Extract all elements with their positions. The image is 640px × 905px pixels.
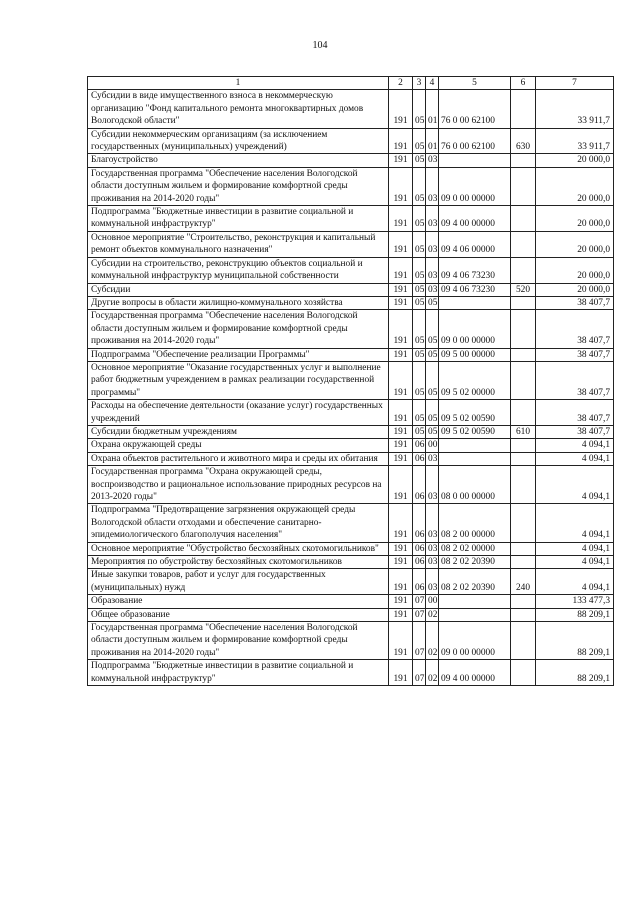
- section-code-cell: 06: [413, 556, 426, 569]
- table-row: [88, 439, 614, 452]
- item-name-cell: Общее образование: [88, 608, 389, 621]
- table-row: [88, 452, 614, 465]
- table-row: [88, 595, 614, 608]
- item-name-cell: Другие вопросы в области жилищно-коммунального хозяйства: [88, 296, 389, 309]
- subsection-code-cell: 05: [426, 400, 439, 426]
- department-code-cell: 191: [389, 154, 413, 167]
- target-article-cell: [439, 608, 511, 621]
- department-code-cell: 191: [389, 257, 413, 283]
- table-row: [88, 542, 614, 555]
- amount-cell: 33 911,7: [536, 90, 614, 128]
- table-row: [88, 310, 614, 348]
- section-code-cell: 06: [413, 452, 426, 465]
- item-name-cell: Основное мероприятие "Обустройство бесхозяйных скотомогильников": [88, 542, 389, 555]
- item-name-cell: Благоустройство: [88, 154, 389, 167]
- section-code-cell: 05: [413, 257, 426, 283]
- item-name-cell: Основное мероприятие "Оказание государственных услуг и выполнение работ бюджетным учреждением в рамках реализации государственной программы": [88, 361, 389, 399]
- subsection-code-cell: 05: [426, 310, 439, 348]
- department-code-cell: 191: [389, 556, 413, 569]
- subsection-code-cell: 03: [426, 466, 439, 504]
- target-article-cell: 09 4 06 73230: [439, 257, 511, 283]
- table-body: [88, 77, 614, 686]
- amount-cell: 4 094,1: [536, 439, 614, 452]
- expense-type-cell: [511, 622, 536, 660]
- item-name-cell: Основное мероприятие "Строительство, реконструкция и капитальный ремонт объектов коммунального назначения": [88, 231, 389, 257]
- item-name-cell: Субсидии в виде имущественного взноса в некоммерческую организацию "Фонд капитального ремонта многоквартирных домов Вологодской области": [88, 90, 389, 128]
- expense-type-cell: [511, 310, 536, 348]
- table-row: [88, 231, 614, 257]
- department-code-cell: 191: [389, 361, 413, 399]
- page-number: 104: [312, 40, 328, 51]
- expense-type-cell: 520: [511, 283, 536, 296]
- amount-cell: 38 407,7: [536, 361, 614, 399]
- item-name-cell: Подпрограмма "Обеспечение реализации Программы": [88, 348, 389, 361]
- department-code-cell: 191: [389, 425, 413, 438]
- department-code-cell: 191: [389, 400, 413, 426]
- table-row: [88, 569, 614, 595]
- target-article-cell: [439, 595, 511, 608]
- table-row: [88, 167, 614, 205]
- table-row: [88, 128, 614, 154]
- table-row: [88, 660, 614, 686]
- target-article-cell: 08 0 00 00000: [439, 466, 511, 504]
- target-article-cell: 08 2 02 00000: [439, 542, 511, 555]
- expense-type-cell: [511, 556, 536, 569]
- section-code-cell: 05: [413, 310, 426, 348]
- amount-cell: 38 407,7: [536, 400, 614, 426]
- section-code-cell: 05: [413, 167, 426, 205]
- amount-cell: 4 094,1: [536, 504, 614, 542]
- amount-cell: 88 209,1: [536, 622, 614, 660]
- department-code-cell: 191: [389, 348, 413, 361]
- section-code-cell: 05: [413, 425, 426, 438]
- amount-cell: 4 094,1: [536, 569, 614, 595]
- header-cell-6: 6: [511, 77, 536, 90]
- expense-type-cell: [511, 595, 536, 608]
- subsection-code-cell: 03: [426, 231, 439, 257]
- subsection-code-cell: 00: [426, 595, 439, 608]
- item-name-cell: Государственная программа "Обеспечение населения Вологодской области доступным жильем и формирование комфортной среды проживания на 2014-2020 годы": [88, 167, 389, 205]
- item-name-cell: Подпрограмма "Предотвращение загрязнения окружающей среды Вологодской области отходами и обеспечение санитарно-эпидемиологического благополучия населения": [88, 504, 389, 542]
- section-code-cell: 05: [413, 206, 426, 232]
- section-code-cell: 07: [413, 608, 426, 621]
- amount-cell: 4 094,1: [536, 452, 614, 465]
- amount-cell: 4 094,1: [536, 466, 614, 504]
- table-row: [88, 622, 614, 660]
- expense-type-cell: [511, 439, 536, 452]
- target-article-cell: 09 5 00 00000: [439, 348, 511, 361]
- expense-type-cell: [511, 348, 536, 361]
- subsection-code-cell: 03: [426, 452, 439, 465]
- department-code-cell: 191: [389, 439, 413, 452]
- table-row: [88, 608, 614, 621]
- item-name-cell: Охрана объектов растительного и животного мира и среды их обитания: [88, 452, 389, 465]
- target-article-cell: 09 0 00 00000: [439, 310, 511, 348]
- section-code-cell: 05: [413, 348, 426, 361]
- item-name-cell: Образование: [88, 595, 389, 608]
- amount-cell: 38 407,7: [536, 296, 614, 309]
- amount-cell: 38 407,7: [536, 425, 614, 438]
- expense-type-cell: [511, 400, 536, 426]
- target-article-cell: 09 5 02 00590: [439, 400, 511, 426]
- department-code-cell: 191: [389, 283, 413, 296]
- target-article-cell: 09 4 06 00000: [439, 231, 511, 257]
- table-row: [88, 466, 614, 504]
- subsection-code-cell: 02: [426, 660, 439, 686]
- table-row: [88, 283, 614, 296]
- amount-cell: 88 209,1: [536, 660, 614, 686]
- section-code-cell: 05: [413, 128, 426, 154]
- department-code-cell: 191: [389, 595, 413, 608]
- department-code-cell: 191: [389, 542, 413, 555]
- expense-type-cell: [511, 504, 536, 542]
- department-code-cell: 191: [389, 296, 413, 309]
- item-name-cell: Субсидии на строительство, реконструкцию объектов социальной и коммунальной инфраструктур муниципальной собственности: [88, 257, 389, 283]
- department-code-cell: 191: [389, 167, 413, 205]
- expense-type-cell: [511, 231, 536, 257]
- target-article-cell: [439, 154, 511, 167]
- item-name-cell: Подпрограмма "Бюджетные инвестиции в развитие социальной и коммунальной инфраструктур": [88, 660, 389, 686]
- table-row: [88, 504, 614, 542]
- item-name-cell: Субсидии бюджетным учреждениям: [88, 425, 389, 438]
- section-code-cell: 05: [413, 90, 426, 128]
- amount-cell: 20 000,0: [536, 154, 614, 167]
- department-code-cell: 191: [389, 466, 413, 504]
- table-row: [88, 206, 614, 232]
- department-code-cell: 191: [389, 206, 413, 232]
- table-row: [88, 154, 614, 167]
- target-article-cell: 09 0 00 00000: [439, 622, 511, 660]
- item-name-cell: Подпрограмма "Бюджетные инвестиции в развитие социальной и коммунальной инфраструктур": [88, 206, 389, 232]
- section-code-cell: 06: [413, 569, 426, 595]
- subsection-code-cell: 03: [426, 569, 439, 595]
- table-row: [88, 296, 614, 309]
- amount-cell: 33 911,7: [536, 128, 614, 154]
- expense-type-cell: [511, 296, 536, 309]
- item-name-cell: Мероприятия по обустройству бесхозяйных скотомогильников: [88, 556, 389, 569]
- department-code-cell: 191: [389, 608, 413, 621]
- target-article-cell: 08 2 00 00000: [439, 504, 511, 542]
- target-article-cell: 08 2 02 20390: [439, 569, 511, 595]
- department-code-cell: 191: [389, 128, 413, 154]
- header-cell-2: 2: [389, 77, 413, 90]
- budget-table: [87, 76, 614, 686]
- item-name-cell: Охрана окружающей среды: [88, 439, 389, 452]
- table-header-row: [88, 77, 614, 90]
- subsection-code-cell: 03: [426, 542, 439, 555]
- item-name-cell: Расходы на обеспечение деятельности (оказание услуг) государственных учреждений: [88, 400, 389, 426]
- amount-cell: 20 000,0: [536, 206, 614, 232]
- section-code-cell: 06: [413, 542, 426, 555]
- subsection-code-cell: 03: [426, 206, 439, 232]
- department-code-cell: 191: [389, 231, 413, 257]
- section-code-cell: 05: [413, 283, 426, 296]
- department-code-cell: 191: [389, 569, 413, 595]
- target-article-cell: 09 5 02 00590: [439, 425, 511, 438]
- section-code-cell: 07: [413, 622, 426, 660]
- amount-cell: 20 000,0: [536, 283, 614, 296]
- target-article-cell: 09 5 02 00000: [439, 361, 511, 399]
- subsection-code-cell: 03: [426, 167, 439, 205]
- item-name-cell: Субсидии некоммерческим организациям (за исключением государственных (муниципальных) учреждений): [88, 128, 389, 154]
- target-article-cell: [439, 452, 511, 465]
- table-row: [88, 400, 614, 426]
- table-row: [88, 556, 614, 569]
- target-article-cell: 09 0 00 00000: [439, 167, 511, 205]
- expense-type-cell: [511, 206, 536, 232]
- department-code-cell: 191: [389, 452, 413, 465]
- expense-type-cell: [511, 660, 536, 686]
- target-article-cell: 76 0 00 62100: [439, 128, 511, 154]
- header-cell-7: 7: [536, 77, 614, 90]
- expense-type-cell: [511, 361, 536, 399]
- expense-type-cell: [511, 154, 536, 167]
- expense-type-cell: 610: [511, 425, 536, 438]
- subsection-code-cell: 02: [426, 608, 439, 621]
- expense-type-cell: [511, 167, 536, 205]
- department-code-cell: 191: [389, 90, 413, 128]
- amount-cell: 4 094,1: [536, 542, 614, 555]
- item-name-cell: Государственная программа "Обеспечение населения Вологодской области доступным жильем и формирование комфортной среды проживания на 2014-2020 годы": [88, 622, 389, 660]
- header-cell-3: 3: [413, 77, 426, 90]
- target-article-cell: [439, 296, 511, 309]
- table-row: [88, 90, 614, 128]
- subsection-code-cell: 05: [426, 361, 439, 399]
- section-code-cell: 06: [413, 439, 426, 452]
- target-article-cell: 76 0 00 62100: [439, 90, 511, 128]
- section-code-cell: 05: [413, 361, 426, 399]
- expense-type-cell: 630: [511, 128, 536, 154]
- subsection-code-cell: 00: [426, 439, 439, 452]
- table-row: [88, 425, 614, 438]
- section-code-cell: 05: [413, 296, 426, 309]
- section-code-cell: 05: [413, 400, 426, 426]
- section-code-cell: 05: [413, 231, 426, 257]
- item-name-cell: Субсидии: [88, 283, 389, 296]
- amount-cell: 133 477,3: [536, 595, 614, 608]
- subsection-code-cell: 05: [426, 296, 439, 309]
- amount-cell: 20 000,0: [536, 167, 614, 205]
- table-row: [88, 257, 614, 283]
- amount-cell: 88 209,1: [536, 608, 614, 621]
- expense-type-cell: [511, 542, 536, 555]
- expense-type-cell: [511, 257, 536, 283]
- target-article-cell: 09 4 00 00000: [439, 660, 511, 686]
- expense-type-cell: [511, 608, 536, 621]
- header-cell-5: 5: [439, 77, 511, 90]
- item-name-cell: Государственная программа "Обеспечение населения Вологодской области доступным жильем и формирование комфортной среды проживания на 2014-2020 годы": [88, 310, 389, 348]
- subsection-code-cell: 05: [426, 425, 439, 438]
- amount-cell: 38 407,7: [536, 310, 614, 348]
- item-name-cell: Иные закупки товаров, работ и услуг для государственных (муниципальных) нужд: [88, 569, 389, 595]
- subsection-code-cell: 03: [426, 257, 439, 283]
- amount-cell: 20 000,0: [536, 231, 614, 257]
- subsection-code-cell: 03: [426, 556, 439, 569]
- section-code-cell: 07: [413, 595, 426, 608]
- department-code-cell: 191: [389, 622, 413, 660]
- amount-cell: 4 094,1: [536, 556, 614, 569]
- subsection-code-cell: 05: [426, 348, 439, 361]
- expense-type-cell: [511, 466, 536, 504]
- expense-type-cell: 240: [511, 569, 536, 595]
- header-cell-1: 1: [88, 77, 389, 90]
- department-code-cell: 191: [389, 660, 413, 686]
- subsection-code-cell: 01: [426, 128, 439, 154]
- section-code-cell: 07: [413, 660, 426, 686]
- target-article-cell: [439, 439, 511, 452]
- amount-cell: 20 000,0: [536, 257, 614, 283]
- section-code-cell: 05: [413, 154, 426, 167]
- target-article-cell: 08 2 02 20390: [439, 556, 511, 569]
- section-code-cell: 06: [413, 504, 426, 542]
- amount-cell: 38 407,7: [536, 348, 614, 361]
- table-row: [88, 361, 614, 399]
- header-cell-4: 4: [426, 77, 439, 90]
- subsection-code-cell: 03: [426, 283, 439, 296]
- department-code-cell: 191: [389, 504, 413, 542]
- subsection-code-cell: 02: [426, 622, 439, 660]
- expense-type-cell: [511, 90, 536, 128]
- subsection-code-cell: 01: [426, 90, 439, 128]
- target-article-cell: 09 4 06 73230: [439, 283, 511, 296]
- expense-type-cell: [511, 452, 536, 465]
- section-code-cell: 06: [413, 466, 426, 504]
- target-article-cell: 09 4 00 00000: [439, 206, 511, 232]
- subsection-code-cell: 03: [426, 504, 439, 542]
- subsection-code-cell: 03: [426, 154, 439, 167]
- department-code-cell: 191: [389, 310, 413, 348]
- table-row: [88, 348, 614, 361]
- item-name-cell: Государственная программа "Охрана окружающей среды, воспроизводство и рациональное использование природных ресурсов на 2013-2020 годы": [88, 466, 389, 504]
